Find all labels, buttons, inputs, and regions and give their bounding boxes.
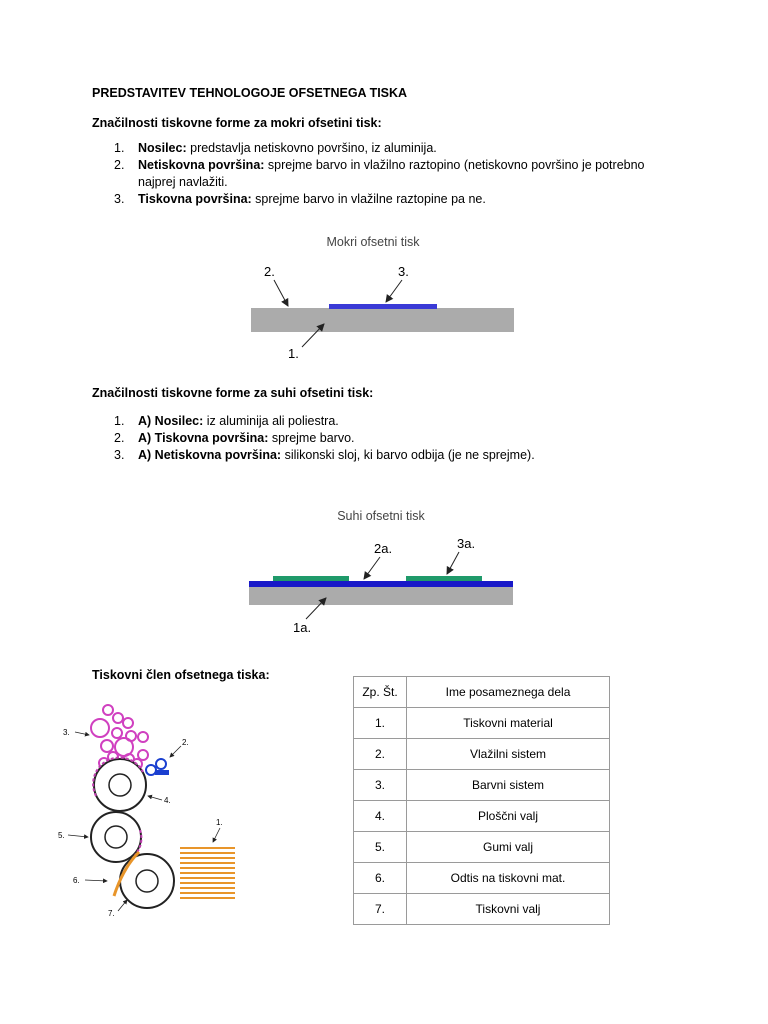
item-number: 3.: [114, 448, 125, 462]
silicone-area-right: [406, 576, 482, 581]
label-1a: 1a.: [293, 620, 312, 635]
cell-part-name: Gumi valj: [407, 832, 610, 863]
item-text: silikonski sloj, ki barvo odbija (je ne sprejme).: [281, 448, 535, 462]
item-text: sprejme barvo in vlažilno raztopino (netiskovno površino je potrebno najprej navlažiti.: [138, 158, 645, 189]
item-number: 3.: [114, 192, 125, 206]
cell-part-name: Vlažilni sistem: [407, 739, 610, 770]
table-row: [354, 739, 610, 770]
header-number: Zp. Št.: [354, 677, 407, 708]
list-item: [92, 447, 692, 464]
item-lead: Netiskovna površina:: [138, 158, 265, 172]
item-number: 2.: [114, 158, 125, 172]
unit-label-7: 7.: [108, 909, 115, 918]
list-item: [92, 157, 683, 191]
page-title: PREDSTAVITEV TEHNOLOGOJE OFSETNEGA TISKA: [92, 86, 408, 100]
unit-label-2: 2.: [182, 738, 189, 747]
item-text: sprejme barvo.: [268, 431, 355, 445]
printing-unit-parts-table: [353, 676, 610, 925]
list-item: [92, 430, 692, 447]
wet-offset-heading: Značilnosti tiskovne forme za mokri ofsetini tisk:: [92, 116, 382, 130]
cell-number: 1.: [354, 708, 407, 739]
cell-number: 4.: [354, 801, 407, 832]
table-row: [354, 894, 610, 925]
label-3a: 3a.: [457, 536, 476, 551]
item-number: 1.: [114, 141, 125, 155]
item-text: iz aluminija ali poliestra.: [203, 414, 339, 428]
printing-unit-heading: Tiskovni člen ofsetnega tiska:: [92, 668, 270, 682]
arrow-2a: [364, 557, 380, 579]
label-2: 2.: [264, 264, 275, 279]
substrate-layer: [251, 308, 514, 332]
unit-label-3: 3.: [63, 728, 70, 737]
label-2a: 2a.: [374, 541, 393, 556]
unit-label-1: 1.: [216, 818, 223, 827]
cell-part-name: Tiskovni material: [407, 708, 610, 739]
substrate-layer: [249, 586, 513, 605]
unit-label-6: 6.: [73, 876, 80, 885]
item-lead: Tiskovna površina:: [138, 192, 252, 206]
silicone-area-left: [273, 576, 349, 581]
list-item: [92, 140, 692, 157]
cell-number: 7.: [354, 894, 407, 925]
unit-label-4: 4.: [164, 796, 171, 805]
printing-unit-diagram: [55, 700, 245, 925]
list-item: [92, 191, 692, 208]
arrow-3a: [447, 552, 459, 574]
label-1: 1.: [288, 346, 299, 361]
table-row: [354, 832, 610, 863]
diagram-title: Suhi ofsetni tisk: [337, 509, 425, 523]
printing-area: [329, 304, 437, 309]
dampening-tray: [155, 770, 169, 775]
item-text: predstavlja netiskovno površino, iz aluminija.: [186, 141, 437, 155]
paper-stack: [180, 848, 235, 898]
table-row: [354, 770, 610, 801]
item-lead: A) Nosilec:: [138, 414, 204, 428]
table-row: [354, 708, 610, 739]
item-lead: Nosilec:: [138, 141, 187, 155]
item-number: 1.: [114, 414, 125, 428]
arrow-2: [274, 280, 288, 306]
arrow-3: [386, 280, 402, 302]
wet-offset-list: [92, 140, 692, 208]
dry-offset-heading: Značilnosti tiskovne forme za suhi ofsetini tisk:: [92, 386, 374, 400]
item-text: sprejme barvo in vlažilne raztopine pa ne.: [251, 192, 486, 206]
wet-offset-diagram: [240, 228, 530, 368]
cell-part-name: Ploščni valj: [407, 801, 610, 832]
cell-number: 2.: [354, 739, 407, 770]
table-header-row: [354, 677, 610, 708]
cell-number: 3.: [354, 770, 407, 801]
dry-layer: [249, 581, 513, 587]
item-number: 2.: [114, 431, 125, 445]
item-lead: A) Tiskovna površina:: [138, 431, 269, 445]
cell-part-name: Tiskovni valj: [407, 894, 610, 925]
table-row: [354, 863, 610, 894]
item-lead: A) Netiskovna površina:: [138, 448, 282, 462]
cell-part-name: Odtis na tiskovni mat.: [407, 863, 610, 894]
unit-label-5: 5.: [58, 831, 65, 840]
dry-offset-list: [92, 413, 692, 464]
header-part-name: Ime posameznega dela: [407, 677, 610, 708]
table-row: [354, 801, 610, 832]
cell-number: 5.: [354, 832, 407, 863]
label-3: 3.: [398, 264, 409, 279]
list-item: [92, 413, 692, 430]
dry-offset-diagram: [240, 500, 530, 640]
cell-number: 6.: [354, 863, 407, 894]
diagram-title: Mokri ofsetni tisk: [326, 235, 420, 249]
cell-part-name: Barvni sistem: [407, 770, 610, 801]
